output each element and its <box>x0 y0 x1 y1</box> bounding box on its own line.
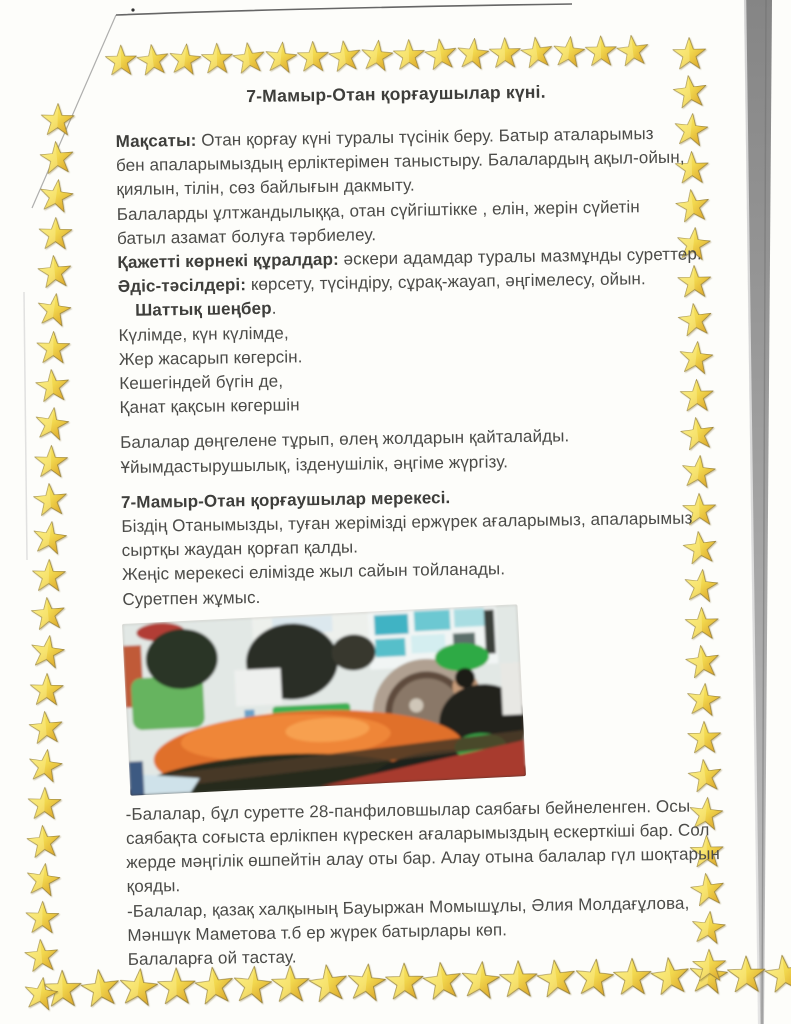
text-line: саябақта соғыста ерлікпен күрескен ағаларымыздың ескерткіші бар. Сол <box>125 820 710 849</box>
text-line: сыртқы жаудан қорғап қалды. <box>121 537 359 561</box>
text-line: Балаларды ұлтжандылыққа, отан сүйгіштікке , елін, жерін сүйетін <box>116 196 640 224</box>
poem-line: Күлімде, күн күлімде, <box>118 323 289 345</box>
text-line: Балалар дөңгелене тұрып, өлең жолдарын қайталайды. <box>119 426 570 453</box>
text-line: Біздің Отанымызды, туған жерімізді ержүрек ағаларымыз, апаларымыз <box>121 508 693 537</box>
text-line-bold: 7-Мамыр-Отан қорғаушылар мерекесі. <box>120 487 451 512</box>
text-line-bold: Қажетті көрнекі құралдар: <box>117 249 339 273</box>
page-title: 7-Мамыр-Отан қорғаушылар күні. <box>246 81 546 107</box>
lesson-plan <box>115 80 721 973</box>
poem-line: Қанат қақсын көгершін <box>119 395 300 418</box>
text-line: Ұйымдастырушылық, ізденушілік, әңгіме жүргізу. <box>120 451 509 477</box>
text-line: Суретпен жұмыс. <box>122 587 261 609</box>
text-line: Мәншүк Маметова т.б ер жүрек батырлары көп. <box>127 920 508 945</box>
text-line-bold: Мақсаты: <box>115 130 197 152</box>
text-line: Жеңіс мерекесі елімізде жыл сайын тойланады. <box>121 559 506 585</box>
poem-line: Жер жасарып көгерсін. <box>118 347 303 369</box>
text-line-bold: Шаттық шеңбер <box>135 299 272 321</box>
text-line: -Балалар, бұл суретте 28-панфиловшылар саябағы бейнеленген. Осы <box>125 796 691 824</box>
text-line: Балаларға ой тастау. <box>127 947 297 970</box>
text-line: -Балалар, қазақ халқының Бауыржан Момышұлы, Әлия Молдағұлова, <box>126 893 690 921</box>
text-line: жерде мәңгілік өшпейтін алау оты бар. Алау отына балалар гүл шоқтарын <box>126 844 721 873</box>
poem-line: Кешегіндей бүгін де, <box>119 371 284 394</box>
text-line: Мақсаты: Отан қорғау күні туралы түсінік беру. Батыр аталарымыз <box>115 124 654 152</box>
classroom-photo <box>122 604 526 795</box>
text-line: Қажетті көрнекі құралдар: әскери адамдар туралы мазмұнды суреттер. <box>117 244 702 273</box>
text-line-bold: Әдіс-тәсілдері: <box>117 275 247 297</box>
text-line: Шаттық шеңбер. <box>135 299 277 321</box>
text-line: қояды. <box>126 876 181 897</box>
text-line: батыл азамат болуға тәрбиелеу. <box>116 224 377 248</box>
text-line: бен апаларымыздың ерліктерімен таныстыру. Балалардың ақыл-ойын, <box>115 147 685 176</box>
text-line: қиялын, тілін, сөз байлығын дакмыту. <box>116 176 415 200</box>
text-line: Әдіс-тәсілдері: көрсету, түсіндіру, сұрақ-жауап, әңгімелесу, ойын. <box>117 269 646 297</box>
